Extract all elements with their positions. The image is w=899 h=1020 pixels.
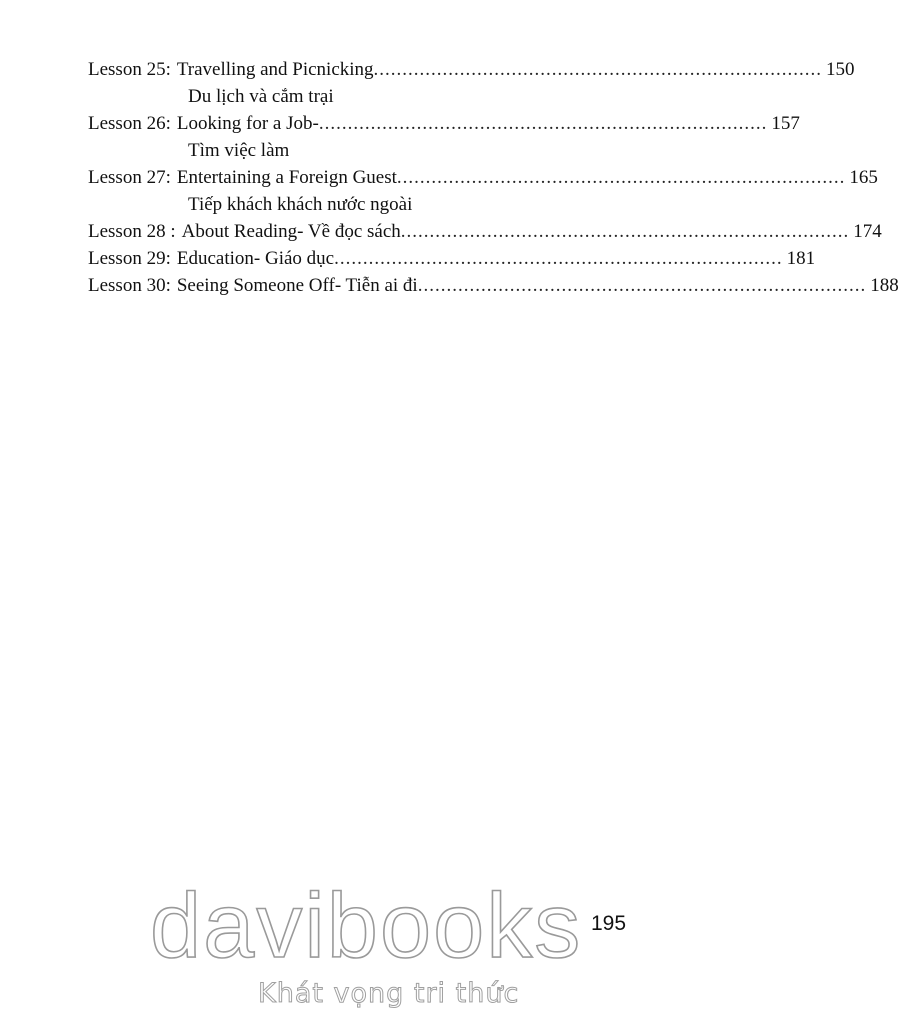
toc-entry [88, 245, 816, 272]
leader-dots: .............................................................................. [400, 221, 850, 242]
lesson-page: 150 [826, 59, 855, 80]
toc-entry [88, 218, 882, 245]
lesson-page: 181 [786, 248, 816, 269]
watermark-slogan: Khát vọng tri thức [258, 978, 520, 1009]
lesson-number: Lesson 25: [88, 59, 171, 80]
table-of-contents [88, 56, 899, 299]
lesson-title: Travelling and Picnicking [176, 59, 374, 80]
lesson-page: 165 [849, 167, 878, 188]
lesson-subtitle: Tiếp khách khách nước ngoài [188, 194, 413, 215]
lesson-number: Lesson 29: [88, 248, 171, 269]
lesson-number: Lesson 28 : [88, 221, 176, 242]
lesson-title: About Reading- Về đọc sách [181, 221, 401, 242]
lesson-number: Lesson 27: [88, 167, 171, 188]
lesson-subtitle: Du lịch và cắm trại [188, 86, 334, 107]
toc-entry [88, 56, 855, 83]
toc-entry [88, 164, 878, 191]
lesson-page: 174 [853, 221, 882, 242]
leader-dots: .............................................................................. [373, 59, 823, 80]
leader-dots: .............................................................................. [318, 113, 768, 134]
leader-dots: .............................................................................. [334, 248, 783, 269]
lesson-title: Seeing Someone Off- Tiễn ai đi [176, 275, 418, 296]
lesson-title: Entertaining a Foreign Guest [176, 167, 397, 188]
page-number: 195 [591, 912, 627, 935]
watermark-brand: davibooks [150, 875, 583, 977]
lesson-title: Looking for a Job- [176, 113, 319, 134]
lesson-title: Education- Giáo dục [176, 248, 335, 269]
leader-dots: .............................................................................. [417, 275, 867, 296]
show-through-text [150, 555, 620, 895]
toc-entry [88, 110, 800, 137]
lesson-page: 188 [870, 275, 899, 296]
lesson-subtitle: Tìm việc làm [188, 140, 290, 161]
lesson-number: Lesson 26: [88, 113, 171, 134]
leader-dots: .............................................................................. [396, 167, 846, 188]
lesson-page: 157 [771, 113, 800, 134]
toc-entry [88, 272, 899, 299]
lesson-number: Lesson 30: [88, 275, 171, 296]
